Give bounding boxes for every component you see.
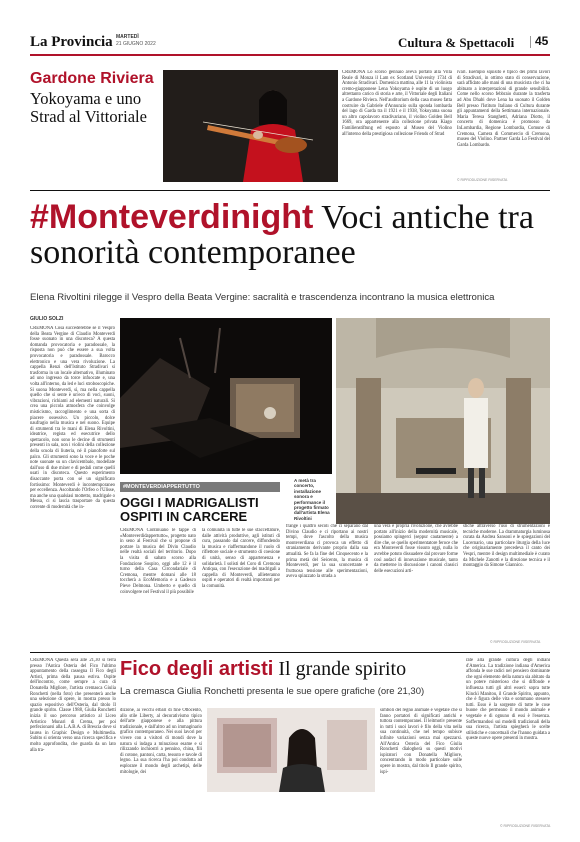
bottom-col3-text: simboli del regno animale e vegetale che si fanno portatori di significati antichi e tuttora contemporanei. Il leitmotiv presente in tutti i suoi lavori è filo della vita nella sua continuità, che nel tempo subisce infinite variazioni senza mai spezzarsi. All'Antica Osteria del Fico Giulia Ronchetti dialogherà su questi motivi ispiratori con Donatella Migliore, concentrando in modo particolare sulle opere in mostra, dal titolo Il grande spirito, ispi- (380, 708, 462, 775)
bottom-col1-text: CREMONA Questa sera alle 21,30 si terrà presso l'Antica Osteria del Fico l'ultimo appuntamento della rassegna Il Fico degli Artisti, prima della pausa estiva. Ospite dell'incontro, come sempre a cura di Donatella Migliore, l'artista cremasca Giulia Ronchetti (nella foto) che presenterà anche una selezione di opere, in mostra presso lo spazio espositivo dell'Osteria, dal titolo Il grande spirito. Classe 1988, Giulia Ronchetti inizia il suo percorso artistico al Liceo Artistico Munari di Crema, per poi perfezionarsi alla L.A.B.A. di Brescia dove si laurea in Graphic Design e Multimedia. Subito si orienta verso una ricerca specifica e molto approfondita, che guarda da un lato alla tra- (30, 658, 116, 753)
artist-photo (207, 708, 375, 792)
top-story-col2 (457, 70, 550, 178)
main-col4 (463, 524, 550, 640)
main-story-credit: © RIPRODUZIONE RISERVATA (490, 640, 541, 644)
top-story-col1-text: CREMONA Lo scorso gennaio aveva portato alla Villa Reale di Monza il Lam ex Scotland University 1734 di Antonio Stradivari. Domenica mattina, alle 11 la violinista cremo-giapponese Lena Yokoyama è ospite di un luogo altrettanto carico di storia e arte, il Vittoriale degli Italiani a Gardone Riviera. Nell'auditorium della casa museo fatta costruire da Gabriele d'Annunzio sulla sponda lombarda del lago di Garda tra il 1921 e il 1938, Yokoyama suona un altro capolavoro stradivariano, il violino Golden Bell 1669, ora appartenente alla collezione privata Kiago Familienstiftung ed esposto al Museo del Violino all'interno della prestigiosa collezione Friends of Strad (342, 70, 452, 137)
bottom-col1 (30, 658, 116, 818)
top-kicker: Gardone Riviera (30, 70, 154, 87)
main-headline-rest: Voci antiche tra sonorità contemporanee (30, 199, 534, 271)
main-col3-text: una vera e propria rivoluzione, che avrebbe portato all'inizio della modernità musicale, possiamo spingerci (seppur cautamente) a dire che, se quello sperimentatore feroce che era Monteverdi fosse vissuto oggi, nulla lo avrebbe potuto dissuadere dal provare forme così audaci di innovazione musicale, tanto da metterne in discussione i canoni classici delle esecuzioni arti- (374, 524, 458, 574)
main-col2-text: frange i quattro secoli che ci separano dal Divino Claudio e ci riportano ai nostri tempi, dove l'ascolto della musica monteverdiana ci provoca un effetto di straniamento derivante proprio dalla sua attualità. Se fa la fine del Cinquecento e la prima metà del Seicento, la musica di Monteverdi, per la sua sconcertante e fruttuosa tensione alle sperimentazioni, aveva spiazzato la strada a (286, 524, 368, 580)
main-byline: GIULIO SOLZI (30, 316, 64, 322)
header-rule (30, 54, 550, 56)
main-story-rule (30, 652, 550, 653)
main-col1-text: CREMONA Cosa succederebbe se il Vespro della Beata Vergine di Claudio Monteverdi fosse suonato in una discoteca? A questa domanda provocatoria e paradossale, la risposta non può che essere a sua volta provocatoria e paradossale. Barocco elettronico e una vera rivoluzione. La cappella Renzi dell'Istituto Stradivari si trasforma in un locale alternativo, illuminato ad uno ingresso da torce infuocate e, una volta all'interno, da led e luci stroboscopiche. Si suona Monteverdi, sì, ma nella cappella quello che si sente è un'eco di voci, suoni, vibrazioni, richiami ad elementi naturali. Si crea una piccola atmosfera che coinvolge misticismo, raccoglimento e una sorta di piacere ossessivo. Un piccolo, dolce naufragio nella musica e nel suono. Equipe di strumenti tra le mani di Elena Rivoltini, ideatrice, regista ed esecutrice dello spettacolo, non sono le decine di strumenti presenti in sala, non i violini della collezione della scuola di liuteria, né il pianoforte sul palco. Gli strumenti sono la voce e le poche note suonate su un clavicembalo, modellate dall'uso di due mixer e di pedali come quelli usati in discoteca. Questo esperimento disaccante porta con sé un significato fortissimo: Monteverdi è incontemporaneo per eccellenza. Ascoltando l'Orfeo o l'Ulisse, ma anche una qualsiasi mottetto, madrigale o Messa, ci si lascia trasportare da questa corrente di modernità che in- (30, 326, 115, 510)
main-col2 (286, 524, 368, 646)
performance-photo-left (120, 318, 332, 474)
sidebar-tag: #MONTEVERDIAPPERTUTTO (120, 482, 280, 492)
bottom-story-credit: © RIPRODUZIONE RISERVATA (500, 824, 551, 828)
performance-photo-right (336, 318, 550, 524)
bottom-col4 (466, 658, 550, 822)
main-standfirst: Elena Rivoltini rilegge il Vespro della Beata Vergine: sacralità e trascendenza incontrano la musica elettronica (30, 292, 495, 303)
bottom-headline-italic: Fico degli artisti (120, 658, 274, 680)
bottom-col2 (120, 708, 202, 820)
bottom-col3 (380, 708, 462, 820)
sidebar-col1 (120, 528, 196, 644)
sidebar-col2 (202, 528, 280, 644)
main-headline (30, 200, 550, 270)
masthead: La Provincia (30, 34, 113, 50)
sidebar-box (120, 482, 280, 646)
issue-date: 21 GIUGNO 2022 (116, 41, 156, 47)
top-story-col2-text: ivari. Esempio squisito e tipico dei primi lavori di Stradivari, in ottimo stato di conservazione, sarà affidato alle mani di una musicista che ci ha abituato a interpretazioni di grande sensibilità. Come nello scorso febbraio durante la trasferta ad Abu Dhabi dove Lena ha suonato il Golden Bell presso l'Istituto Italiano di Cultura durante gli appuntamenti della Settimana internazionale. Maria Teresa Stanghetti, Adriana Diotto, il concerto di domenica è promosso da InLombardia, Regione Lombardia, Comune di Cremona, Camera di Commercio di Cremona, museo del Violino. Partner Garda Lo Festival del Garda Lombardo. (457, 70, 550, 148)
issue-day: MARTEDÌ (116, 34, 139, 40)
violinist-photo (163, 70, 338, 182)
top-headline: Yokoyama e uno Strad al Vittoriale (30, 89, 147, 126)
sidebar-headline: OGGI I MADRIGALISTI OSPITI IN CARCERE (120, 495, 259, 524)
main-col1 (30, 326, 115, 648)
main-col3 (374, 524, 458, 646)
top-story-col1 (342, 70, 452, 184)
bottom-standfirst: La cremasca Giulia Ronchetti presenta le sue opere grafiche (ore 21,30) (120, 686, 425, 697)
top-story-rule (30, 190, 550, 191)
section-title: Cultura & Spettacoli (398, 35, 515, 50)
bottom-headline-rest: Il grande spirito (273, 658, 407, 680)
bottom-col2-text: dizione, ai vecchi erbarî di fine Ottocento, allo stile Liberty, al decorativismo tipico dell'arte giapponese e alla pittura tradizionale, e dall'altro ad un immaginario grafico contemporaneo. Nei suoi lavori per vivere con a visitori di mondi dove la natura si indaga a minuzioso esame e si rilizzando inchiostri a pennino, china, fili di cotone, pantoni, carta, tessuto e tavole di legno. La sua ricerca l'ha poi condotta ad esplorare il mondo degli archetipi, delle mitologie, dei (120, 708, 202, 775)
bottom-col4-text: rate alla grande cultura degli indiani d'America. La tradizione indiana d'America affonda le sue radici nel pensiero dominante che ogni elemento della natura sia abitato da un potere misterioso che si diffonde e influenza tutti gli altri esseri: sopra tutte Kinckì Manitou, il Grande Spirito, appunto, che è figura delle vita e sommano stessere tutti. Esso è la sorgente di tutte le cose buone che permeano il mondo animale e vegetale e di ognuno di essi è l'essenza. Soffermandosi sui modelli tradizionali della sua ricerca, l'artista spiegherà le scelte stilistiche e concettuali che l'hanno guidata a queste nuove opere presenti in mostra. (466, 658, 550, 742)
bottom-headline (120, 658, 460, 680)
section-divider (530, 36, 531, 48)
sidebar-col1-text: CREMONA Continuano le tappe di «Monteverdidappertutto», progetto nato in seno al Festival che si propone di portare la musica del Divin Claudio nelle realtà sociali del territorio. Dopo la visita di sabato scorso alla Fondazione Sospiro, oggi alle 12 è il turno della Casa Circondariale di Cremona, mentre domani alle 18 toccherà a EcoMemoria e a Gadesco Pieve Delmona. Umberto e quello di coinvolgere nel Festival il più possibile (120, 528, 196, 595)
main-col4-text: stiche attraverso l'uso di strumentazioni e tecniche moderne. La drammaturgia luminosa curata da Andrea Sansoni e le spiegazioni del Lucernario, una particolare liturgia della luce che originariamente precedeva il canto dei Vespri, mentre il design multimediale è curato da Michele Zanotti e la direzione tecnica e il montaggio da Simone Giannico. (463, 524, 550, 569)
main-headline-tag: #Monteverdinight (30, 198, 314, 236)
top-story-credit: © RIPRODUZIONE RISERVATA (457, 178, 508, 182)
sidebar-col2-text: la comunità in tutte le sue sfaccettature, dalle attività produttive, agli istituti di cura, passando dal carcere, diffondendo la musica e riaffermandone il ruolo di riflettore sociale e strumento di coesione di unità, senso di appartenenza e solidarietà. I solisti del Coro di Cremona Antiqua, con l'esecuzione dei madrigali a cappella di Monteverdi, allieteranno ospiti e operatori di realtà importanti per la comunità. (202, 528, 280, 589)
photo-caption: A metà tra concerto, installazione sonora e performance il progetto firmato dall'artista Elena Rivoltini (294, 478, 330, 521)
page-number: 45 (535, 34, 549, 48)
